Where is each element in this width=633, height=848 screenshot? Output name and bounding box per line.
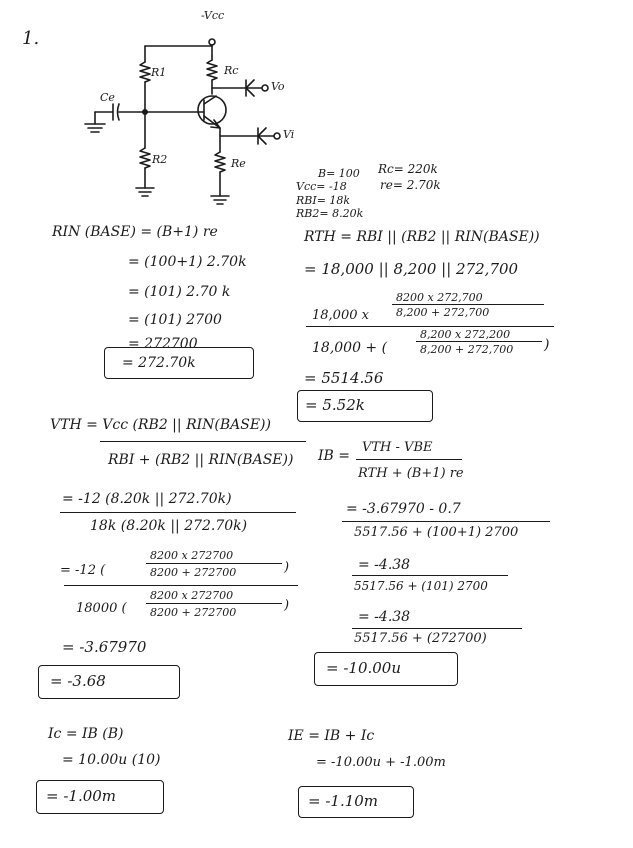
- ib-result: = -10.00u: [326, 659, 402, 677]
- rin-line-4: = (101) 2700: [128, 312, 222, 328]
- ib-num-2: = -3.67970 - 0.7: [346, 501, 461, 517]
- rin-line-5: = 272700: [128, 336, 198, 352]
- vth-num-3-prefix: = -12 (: [60, 563, 106, 578]
- ib-num-3: = -4.38: [358, 557, 411, 573]
- vth-line-5: = -3.67970: [62, 638, 147, 656]
- rin-line-3: = (101) 2.70 k: [128, 284, 231, 300]
- given-rb1: RBI= 18k: [296, 194, 351, 207]
- rth-line-1: RTH = RBI || (RB2 || RIN(BASE)): [304, 229, 540, 245]
- rth-frac-prefix: 18,000 x: [312, 308, 369, 323]
- problem-number: 1.: [22, 28, 40, 49]
- rin-result: = 272.70k: [122, 355, 196, 371]
- r2-label: R2: [152, 153, 168, 166]
- ib-lhs: IB =: [318, 448, 350, 464]
- rth-inner-den-1: 8,200 + 272,700: [396, 306, 490, 319]
- transistor-body: [198, 96, 226, 124]
- rth-line-2: = 18,000 || 8,200 || 272,700: [304, 260, 519, 278]
- ie-line-1: IE = IB + Ic: [288, 728, 375, 744]
- ie-line-2: = -10.00u + -1.00m: [316, 755, 446, 770]
- vth-den: RBI + (RB2 || RIN(BASE)): [108, 452, 294, 468]
- ic-result: = -1.00m: [46, 787, 117, 805]
- r1-label: R1: [151, 66, 167, 79]
- vth-den-3-den: 8200 + 272700: [150, 606, 237, 619]
- vth-den-3-num: 8200 x 272700: [150, 589, 234, 602]
- ic-line-2: = 10.00u (10): [62, 752, 161, 768]
- given-rb2: RB2= 8.20k: [296, 207, 364, 220]
- given-re: re= 2.70k: [380, 178, 441, 192]
- rth-main-fraction-bar: [306, 326, 554, 327]
- ib-den-3: 5517.56 + (101) 2700: [354, 579, 488, 593]
- vth-result: = -3.68: [50, 672, 106, 690]
- rth-inner-num-1: 8200 x 272,700: [396, 291, 483, 304]
- vth-num-2: = -12 (8.20k || 272.70k): [62, 491, 232, 507]
- supply-label: -Vcc: [201, 9, 225, 22]
- rth-result: = 5.52k: [305, 396, 365, 414]
- vth-den-3-prefix: 18000 (: [76, 601, 127, 616]
- ib-den-2: 5517.56 + (100+1) 2700: [354, 525, 519, 540]
- given-rc: Rc= 220k: [378, 162, 438, 176]
- r2-resistor: [140, 148, 150, 168]
- rth-inner-num-2: 8,200 x 272,200: [420, 328, 511, 341]
- re-label: Re: [231, 157, 246, 170]
- vi-label: Vi: [283, 128, 295, 141]
- rin-line-1: RIN (BASE) = (B+1) re: [52, 224, 218, 240]
- rth-inner-den-2: 8,200 + 272,700: [420, 343, 514, 356]
- ib-num-4: = -4.38: [358, 609, 411, 625]
- vth-num-3-num: 8200 x 272700: [150, 549, 234, 562]
- ib-den-4: 5517.56 + (272700): [354, 631, 487, 646]
- vth-den-2: 18k (8.20k || 272.70k): [90, 518, 248, 534]
- vth-lhs: VTH = Vcc (RB2 || RIN(BASE)): [50, 417, 271, 433]
- vth-num-3-den: 8200 + 272700: [150, 566, 237, 579]
- given-vcc: Vcc= -18: [296, 180, 347, 193]
- rth-line-5: = 5514.56: [304, 369, 384, 387]
- ie-result: = -1.10m: [308, 792, 379, 810]
- ib-num: VTH - VBE: [362, 440, 433, 455]
- vo-label: Vo: [271, 80, 285, 93]
- ce-label: Ce: [100, 91, 115, 104]
- supply-node: [209, 39, 215, 45]
- rth-den-prefix: 18,000 + (: [312, 340, 388, 356]
- re-resistor: [215, 152, 225, 172]
- ic-line-1: Ic = IB (B): [48, 726, 124, 742]
- rc-resistor: [207, 60, 217, 80]
- r1-resistor: [140, 62, 150, 82]
- ib-den: RTH + (B+1) re: [358, 466, 464, 481]
- rc-label: Rc: [224, 64, 239, 77]
- given-beta: B= 100: [318, 167, 360, 180]
- rin-line-2: = (100+1) 2.70k: [128, 254, 247, 270]
